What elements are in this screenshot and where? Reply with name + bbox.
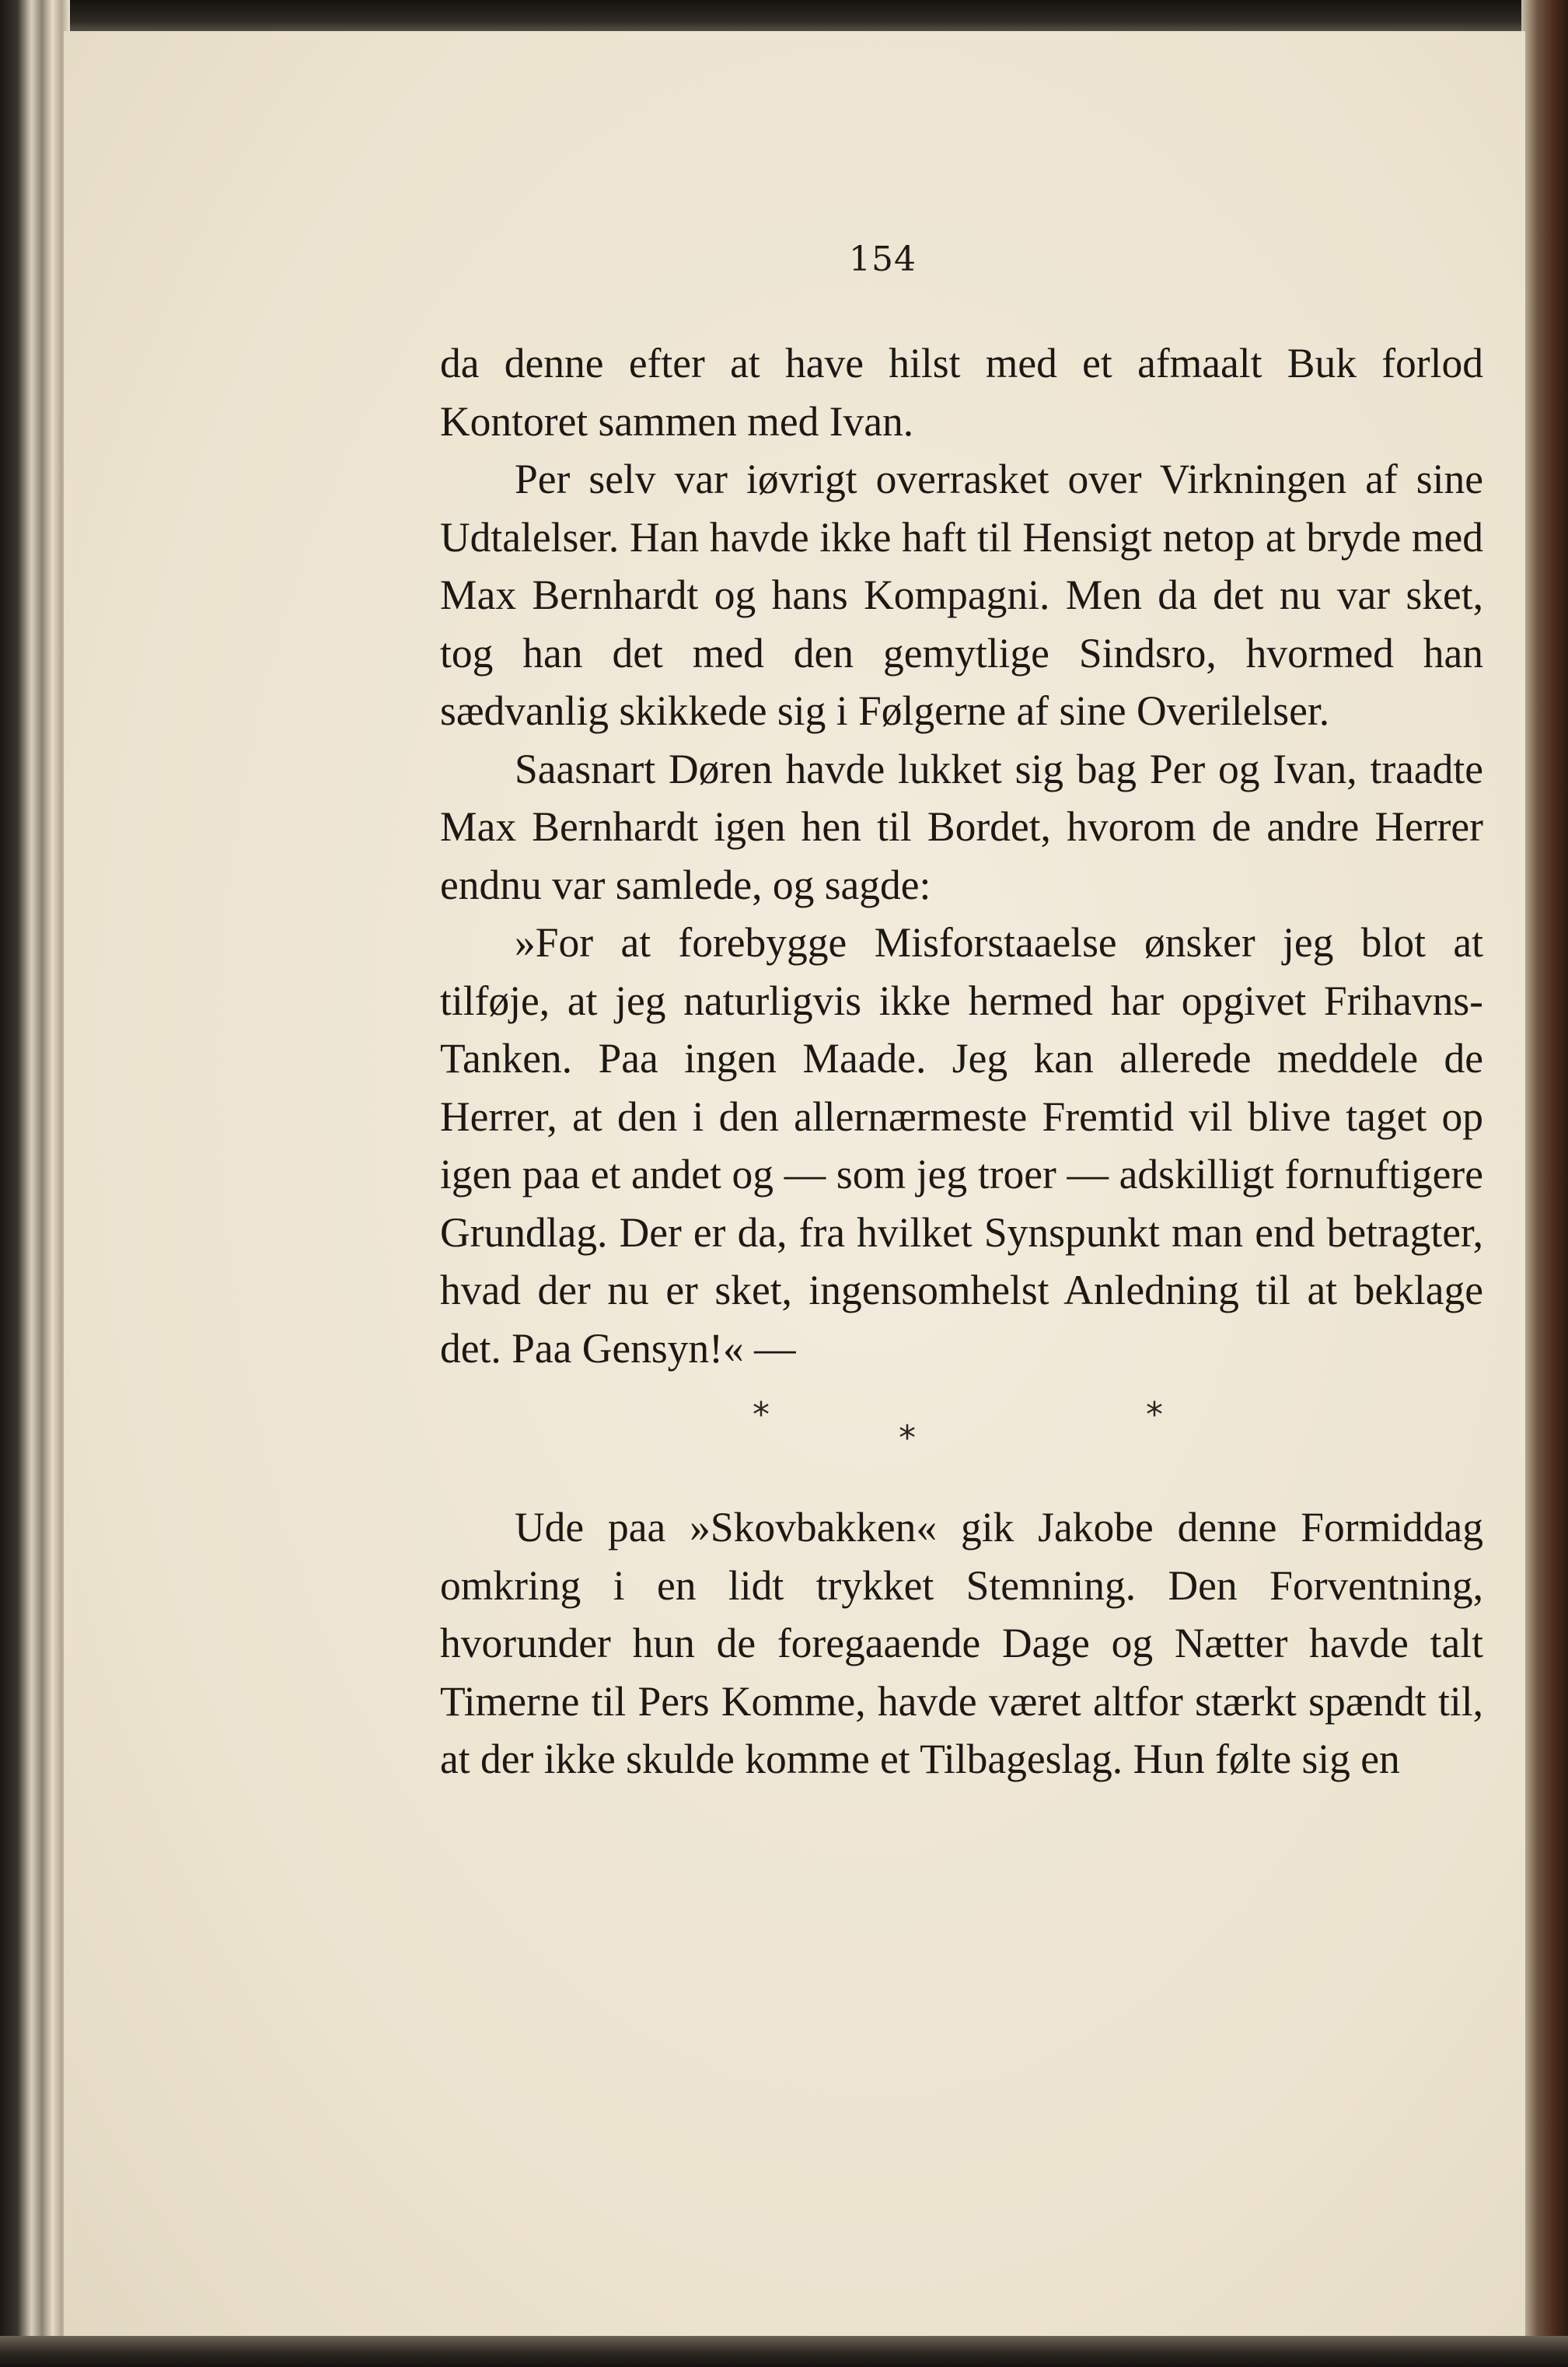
paragraph-continuation: da denne efter at have hilst med et afmaalt Buk forlod Kontoret sammen med Ivan. (440, 340, 1483, 445)
page-body-text (440, 334, 1483, 1788)
paragraph: Ude paa »Skovbakken« gik Jakobe denne Formiddag omkring i en lidt trykket Stemning. Den Forventning, hvorunder hun de foregaaende Dage og Nætter havde talt Timerne til Pers Komme, havde været altfor stærkt spændt til, at der ikke skulde komme et Tilbageslag. Hun følte sig en (440, 1504, 1483, 1782)
book-spine-gutter (0, 0, 70, 2367)
section-break-asterisks (440, 1382, 1483, 1498)
paragraph: Per selv var iøvrigt overrasket over Virkningen af sine Udtalelser. Han havde ikke haft til Hensigt netop at bryde med Max Bernhardt og hans Kompagni. Men da det nu var sket, tog han det med den gemytlige Sindsro, hvormed han sædvanlig skikkede sig i Følgerne af sine Overilelser. (440, 456, 1483, 734)
paragraph: »For at forebygge Misforstaaelse ønsker jeg blot at tilføje, at jeg naturligvis ikke hermed har opgivet Frihavns-Tanken. Paa ingen Maade. Jeg kan allerede meddele de Herrer, at den i den allernærmeste Fremtid vil blive taget op igen paa et andet og — som jeg troer — adskilligt fornuftigere Grundlag. Der er da, fra hvilket Synspunkt man end betragter, hvad der nu er sket, ingensomhelst Anledning til at beklage det. Paa Gensyn!« — (440, 919, 1483, 1372)
book-right-edge (1521, 0, 1568, 2367)
book-page (64, 31, 1525, 2341)
asterisk-right: * (1146, 1395, 1163, 1435)
paragraph: Saasnart Døren havde lukket sig bag Per og Ivan, traadte Max Bernhardt igen hen til Bordet, hvorom de andre Herrer endnu var samlede, og sagde: (440, 745, 1483, 908)
page-number: 154 (849, 239, 917, 279)
asterisk-left: * (753, 1395, 770, 1435)
asterisk-middle: * (899, 1418, 916, 1458)
book-bottom-edge (0, 2336, 1568, 2367)
